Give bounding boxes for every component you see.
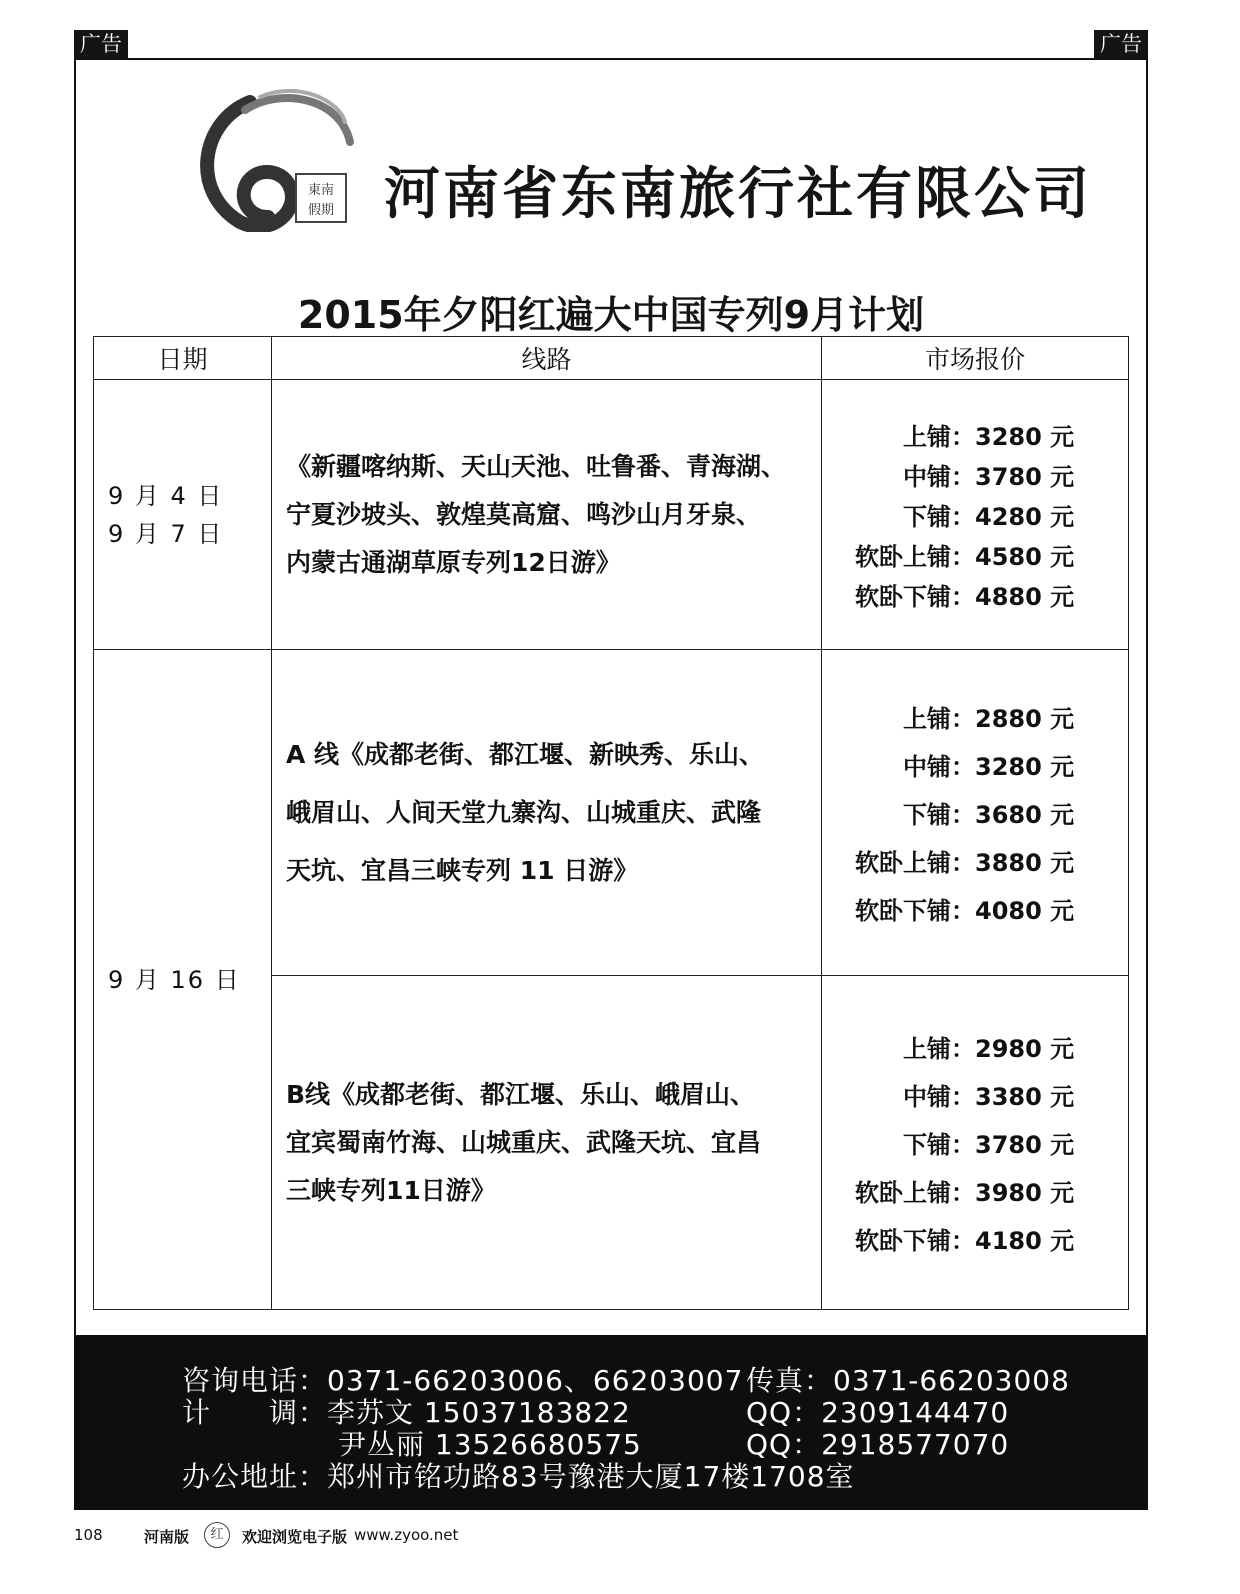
site-url: www.zyoo.net <box>354 1526 459 1544</box>
price-row <box>837 887 1127 935</box>
fax-number: 0371-66203008 <box>833 1364 1070 1397</box>
contact-footer <box>74 1335 1148 1510</box>
red-badge-icon: 红 <box>204 1522 230 1548</box>
price-row <box>837 497 1127 537</box>
price-row <box>837 457 1127 497</box>
ad-tag-left: 广告 <box>74 30 128 58</box>
table-header-row <box>94 337 1129 380</box>
price-cell <box>822 380 1129 650</box>
price-value: 3280 元 <box>975 753 1075 781</box>
ad-tag-right: 广告 <box>1094 30 1148 58</box>
company-name: 河南省东南旅行社有限公司 <box>384 162 1092 227</box>
route-cell <box>272 380 822 650</box>
berth-label: 中铺： <box>903 753 975 781</box>
berth-label: 下铺： <box>903 1131 975 1159</box>
price-cell <box>822 976 1129 1310</box>
edition-label: 河南版 <box>144 1528 190 1546</box>
price-value: 3980 元 <box>975 1179 1075 1207</box>
company-logo <box>190 82 360 232</box>
route-line: 宜宾蜀南竹海、山城重庆、武隆天坑、宜昌 <box>286 1127 762 1157</box>
price-row <box>837 1121 1127 1169</box>
date-text: 9 月 7 日 <box>108 519 224 548</box>
price-value: 4280 元 <box>975 503 1075 531</box>
date-text: 9 月 4 日 <box>108 481 224 510</box>
berth-label: 软卧下铺： <box>855 1227 975 1255</box>
planner-1: 李苏文 15037183822 <box>327 1396 631 1429</box>
date-text: 9 月 16 日 <box>108 965 241 994</box>
price-value: 3680 元 <box>975 801 1075 829</box>
berth-label: 下铺： <box>903 503 975 531</box>
price-value: 4880 元 <box>975 583 1075 611</box>
price-value: 3280 元 <box>975 423 1075 451</box>
berth-label: 上铺： <box>903 1035 975 1063</box>
price-row <box>837 1217 1127 1265</box>
date-cell <box>94 650 272 1310</box>
planner-label: 计 调： <box>182 1396 328 1429</box>
route-line: A 线《成都老街、都江堰、新映秀、乐山、 <box>286 739 765 769</box>
address: 郑州市铭功路83号豫港大厦17楼1708室 <box>327 1460 855 1493</box>
price-row <box>837 1169 1127 1217</box>
price-value: 3780 元 <box>975 463 1075 491</box>
berth-label: 上铺： <box>903 705 975 733</box>
price-row <box>837 537 1127 577</box>
price-row <box>837 1025 1127 1073</box>
page-number: 108 <box>74 1526 103 1544</box>
berth-label: 上铺： <box>903 423 975 451</box>
route-line: 内蒙古通湖草原专列12日游》 <box>286 547 621 577</box>
logo-seal-text: 東南 <box>307 183 335 198</box>
tour-plan-table <box>93 336 1129 1310</box>
qq-2: QQ：2918577070 <box>746 1428 1010 1461</box>
phone-label: 咨询电话： <box>182 1364 328 1397</box>
phone-number: 0371-66203006、66203007 <box>327 1364 744 1397</box>
price-value: 3880 元 <box>975 849 1075 877</box>
planner-2: 尹丛丽 13526680575 <box>338 1428 642 1461</box>
route-line: 天坑、宜昌三峡专列 11 日游》 <box>286 855 639 885</box>
berth-label: 软卧下铺： <box>855 897 975 925</box>
route-cell <box>272 650 822 976</box>
price-value: 4180 元 <box>975 1227 1075 1255</box>
price-cell <box>822 650 1129 976</box>
price-value: 3780 元 <box>975 1131 1075 1159</box>
berth-label: 软卧上铺： <box>855 849 975 877</box>
berth-label: 软卧上铺： <box>855 1179 975 1207</box>
welcome-text: 欢迎浏览电子版 <box>242 1528 348 1546</box>
address-label: 办公地址： <box>182 1460 328 1493</box>
price-row <box>837 1073 1127 1121</box>
price-value: 2880 元 <box>975 705 1075 733</box>
address-line <box>182 1455 855 1495</box>
route-line: B线《成都老街、都江堰、乐山、峨眉山、 <box>286 1079 756 1109</box>
berth-label: 软卧上铺： <box>855 543 975 571</box>
price-value: 2980 元 <box>975 1035 1075 1063</box>
header-route: 线路 <box>272 337 822 380</box>
header-date: 日期 <box>94 337 272 380</box>
price-row <box>837 577 1127 617</box>
header-price: 市场报价 <box>822 337 1129 380</box>
table-row <box>94 650 1129 976</box>
price-row <box>837 839 1127 887</box>
price-value: 4580 元 <box>975 543 1075 571</box>
plan-title: 2015年夕阳红遍大中国专列9月计划 <box>297 293 925 337</box>
berth-label: 软卧下铺： <box>855 583 975 611</box>
route-line: 峨眉山、人间天堂九寨沟、山城重庆、武隆 <box>286 797 762 827</box>
route-line: 宁夏沙坡头、敦煌莫高窟、鸣沙山月牙泉、 <box>286 499 762 529</box>
route-line: 三峡专列11日游》 <box>286 1175 496 1205</box>
price-value: 4080 元 <box>975 897 1075 925</box>
price-value: 3380 元 <box>975 1083 1075 1111</box>
qq-1: QQ：2309144470 <box>746 1396 1010 1429</box>
price-row <box>837 743 1127 791</box>
svg-text:假期: 假期 <box>307 203 335 218</box>
table-row <box>94 380 1129 650</box>
route-line: 《新疆喀纳斯、天山天池、吐鲁番、青海湖、 <box>286 451 787 481</box>
price-row <box>837 791 1127 839</box>
price-row <box>837 417 1127 457</box>
date-cell <box>94 380 272 650</box>
berth-label: 中铺： <box>903 1083 975 1111</box>
berth-label: 中铺： <box>903 463 975 491</box>
fax-label: 传真： <box>746 1364 834 1397</box>
berth-label: 下铺： <box>903 801 975 829</box>
price-row <box>837 695 1127 743</box>
route-cell <box>272 976 822 1310</box>
